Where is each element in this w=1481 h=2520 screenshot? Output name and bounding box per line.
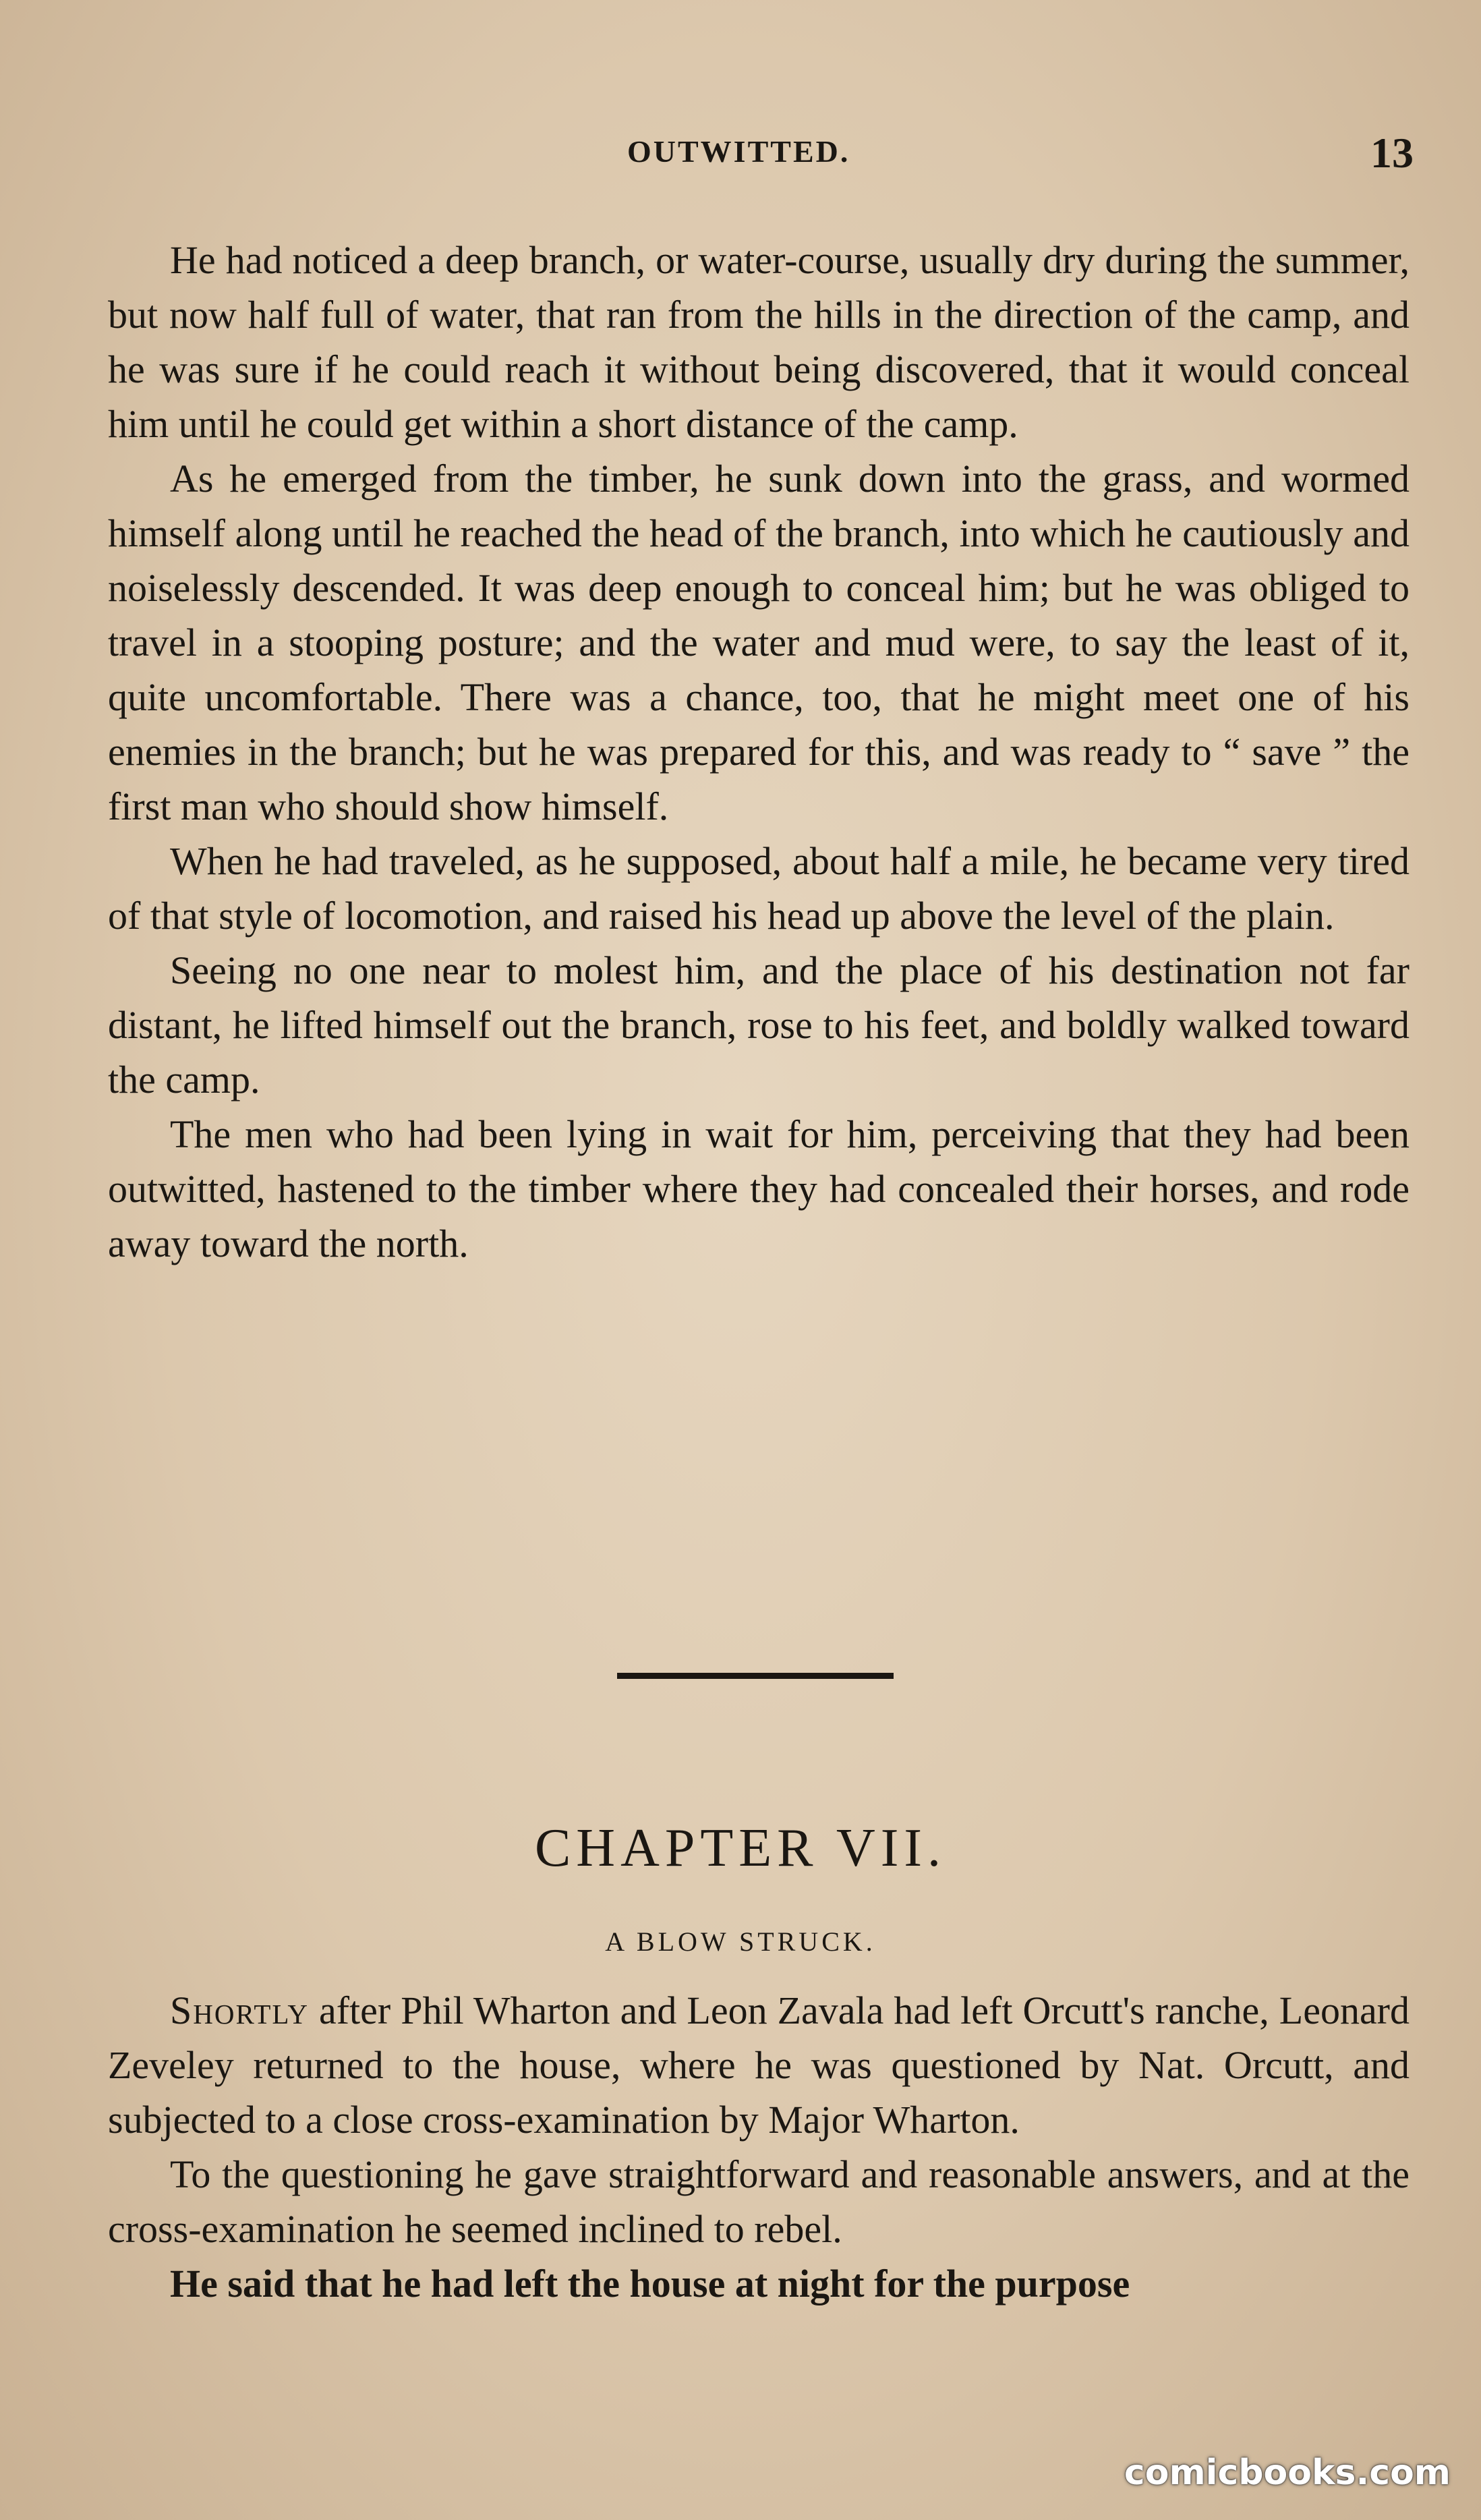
paragraph: Seeing no one near to molest him, and the place of his destination not far distant, he lifted himself out the branch, rose to his feet, and boldly walked toward the camp. [108,948,1410,1101]
chapter-body [108,1983,1410,2311]
page-number: 13 [1370,129,1414,177]
chapter-title: CHAPTER VII. [534,1819,947,1878]
chapter-subtitle: A BLOW STRUCK. [605,1926,876,1957]
opening-paragraph-text: after Phil Wharton and Leon Zavala had left Orcutt's ranche, Leonard Zeveley returned to the house, where he was questioned by Nat. Orcutt, and subjected to a close cross-examination by Major Wharton. [108,1988,1410,2142]
watermark: comicbooks.com [1124,2453,1451,2493]
paragraph: To the questioning he gave straightforward and reasonable answers, and at the cross-examination he seemed inclined to rebel. [108,2152,1410,2251]
paragraph: The men who had been lying in wait for him, perceiving that they had been outwitted, hastened to the timber where they had concealed their horses, and rode away toward the north. [108,1112,1410,1265]
paragraph: When he had traveled, as he supposed, about half a mile, he became very tired of that style of locomotion, and raised his head up above the level of the plain. [108,839,1410,938]
opening-word: Shortly [170,1988,309,2032]
section-before-chapter [108,233,1410,1271]
section-divider-rule [617,1673,894,1679]
chapter-opening-paragraph [108,1983,1410,2147]
paragraph: He said that he had left the house at night for the purpose [170,2262,1130,2306]
running-head [0,128,1481,175]
paragraph: He had noticed a deep branch, or water-course, usually dry during the summer, but now half full of water, that ran from the hills in the direction of the camp, and he was sure if he could reach it without being discovered, that it would conceal him until he could get within a short distance of the camp. [108,238,1410,446]
paragraph: As he emerged from the timber, he sunk down into the grass, and wormed himself along until he reached the head of the branch, into which he cautiously and noiselessly descended. It was deep enough to conceal him; but he was obliged to travel in a stooping posture; and the water and mud were, to say the least of it, quite uncomfortable. There was a chance, too, that he might meet one of his enemies in the branch; but he was prepared for this, and was ready to “ save ” the first man who should show himself. [108,457,1410,828]
running-title: OUTWITTED. [627,134,850,169]
